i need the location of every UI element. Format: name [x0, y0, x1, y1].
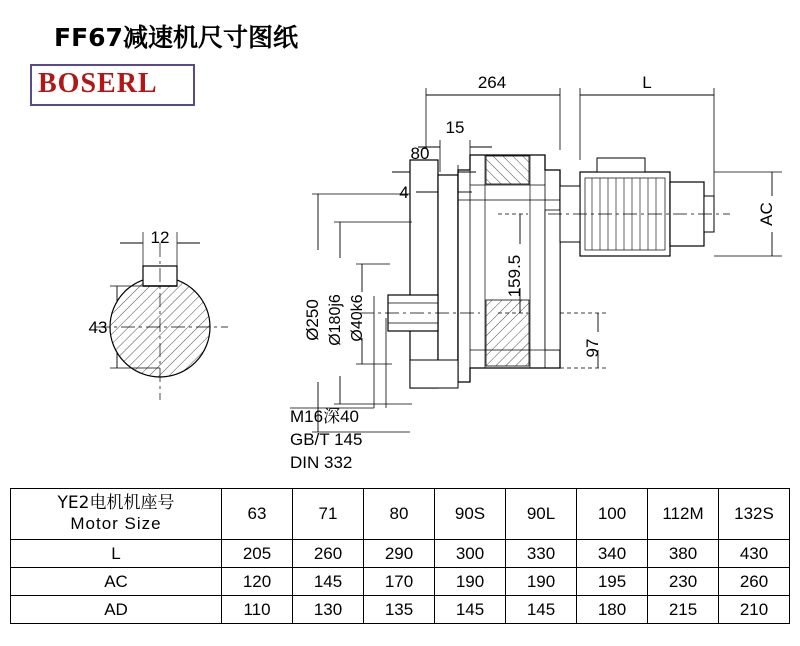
row-label-AD: AD	[11, 596, 222, 624]
cell-L-6: 380	[648, 540, 719, 568]
cell-L-7: 430	[719, 540, 790, 568]
dim-97: 97	[583, 338, 602, 358]
cell-AC-0: 120	[222, 568, 293, 596]
cell-AD-7: 210	[719, 596, 790, 624]
col-header-2: 80	[364, 489, 435, 540]
cell-AC-7: 260	[719, 568, 790, 596]
table-body	[11, 489, 790, 624]
table-header-label	[11, 489, 222, 540]
col-header-6: 112M	[648, 489, 719, 540]
col-header-7: 132S	[719, 489, 790, 540]
cell-AD-0: 110	[222, 596, 293, 624]
table-row	[11, 596, 790, 624]
note-line-1: M16深40	[290, 407, 359, 426]
col-header-5: 100	[577, 489, 648, 540]
dim-15: 15	[445, 118, 465, 137]
dim-80: 80	[410, 144, 430, 163]
dim-264: 264	[477, 73, 507, 92]
cell-AC-3: 190	[435, 568, 506, 596]
table-row	[11, 568, 790, 596]
col-header-3: 90S	[435, 489, 506, 540]
dim-L: L	[642, 73, 652, 92]
cell-AD-1: 130	[293, 596, 364, 624]
cell-AD-5: 180	[577, 596, 648, 624]
dim-d40: Ø40k6	[349, 294, 366, 342]
row-label-AC: AC	[11, 568, 222, 596]
cell-AD-2: 135	[364, 596, 435, 624]
cell-L-0: 205	[222, 540, 293, 568]
left-view-shaft-section	[96, 232, 228, 400]
table-header-row	[11, 489, 790, 540]
dim-AC: AC	[757, 202, 776, 226]
main-view-gearbox	[360, 155, 730, 388]
cell-AD-6: 215	[648, 596, 719, 624]
col-header-1: 71	[293, 489, 364, 540]
cell-AD-4: 145	[506, 596, 577, 624]
cell-AC-4: 190	[506, 568, 577, 596]
page-title: FF67减速机尺寸图纸	[54, 23, 298, 52]
cell-L-2: 290	[364, 540, 435, 568]
note-line-3: DIN 332	[290, 453, 353, 472]
cell-AD-3: 145	[435, 596, 506, 624]
logo-text: BOSERL	[38, 68, 158, 99]
cell-AC-6: 230	[648, 568, 719, 596]
cell-L-3: 300	[435, 540, 506, 568]
table-header-label-en: Motor Size	[70, 514, 162, 533]
dim-d180: Ø180j6	[327, 294, 344, 346]
dim-159-5: 159.5	[505, 254, 524, 298]
dim-d250: Ø250	[303, 299, 322, 341]
cell-L-1: 260	[293, 540, 364, 568]
table-row	[11, 540, 790, 568]
dim-12: 12	[150, 228, 170, 247]
cell-AC-5: 195	[577, 568, 648, 596]
col-header-4: 90L	[506, 489, 577, 540]
cell-AC-2: 170	[364, 568, 435, 596]
dim-43: 43	[88, 318, 108, 337]
row-label-L: L	[11, 540, 222, 568]
cell-L-4: 330	[506, 540, 577, 568]
cell-AC-1: 145	[293, 568, 364, 596]
note-line-2: GB/T 145	[290, 430, 363, 449]
table-header-label-cn: YE2电机机座号	[57, 493, 175, 514]
cell-L-5: 340	[577, 540, 648, 568]
col-header-0: 63	[222, 489, 293, 540]
motor-size-table	[10, 488, 790, 624]
dim-4: 4	[399, 183, 409, 202]
